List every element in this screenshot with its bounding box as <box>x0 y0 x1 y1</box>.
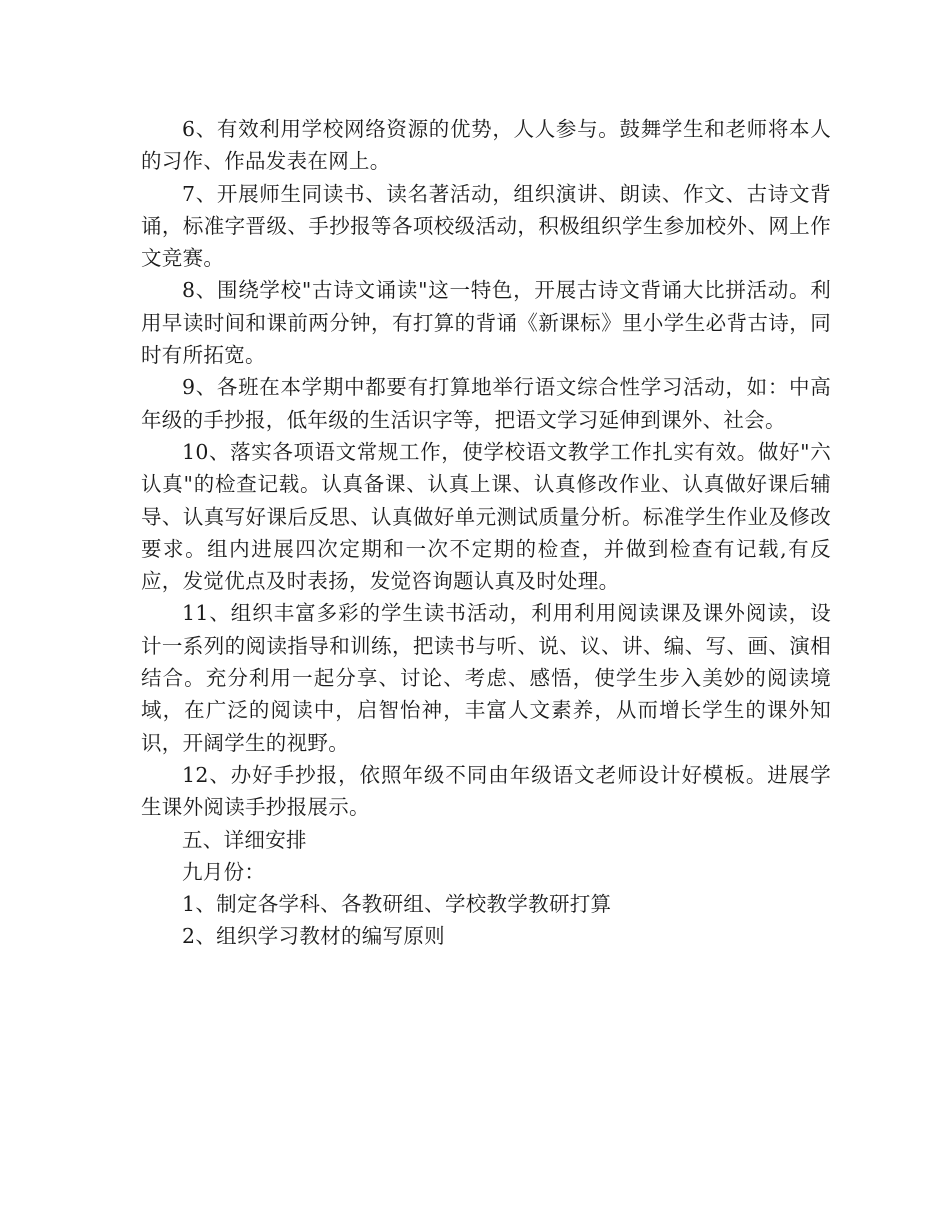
list-item: 2、组织学习教材的编写原则 <box>182 924 445 949</box>
paragraph-10: 10、落实各项语文常规工作，使学校语文教学工作扎实有效。做好"六认真"的检查记载。认真备课、认真上课、认真修改作业、认真做好课后辅导、认真写好课后反思、认真做好单元测试质量分析。标准学生作业及修改要求。组内进展四次定期和一次不定期的检查，并做到检查有记载,有反应，发觉优点及时表扬，发觉咨询题认真及时处理。 <box>141 439 831 594</box>
paragraph-11: 11、组织丰富多彩的学生读书活动，利用利用阅读课及课外阅读，设计一系列的阅读指导和训练，把读书与听、说、议、讲、编、写、画、演相结合。充分利用一起分享、讨论、考虑、感悟，使学生步入美妙的阅读境域，在广泛的阅读中，启智怡神，丰富人文素养，从而增长学生的课外知识，开阔学生的视野。 <box>141 601 831 755</box>
paragraph-12: 12、办好手抄报，依照年级不同由年级语文老师设计好模板。进展学生课外阅读手抄报展示。 <box>141 762 831 820</box>
document-body <box>141 113 831 953</box>
paragraph-6: 6、有效利用学校网络资源的优势，人人参与。鼓舞学生和老师将本人的习作、作品发表在网上。 <box>141 117 831 174</box>
month-heading-september: 九月份： <box>182 859 266 884</box>
list-item: 1、制定各学科、各教研组、学校教学教研打算 <box>182 892 612 917</box>
section-heading-schedule: 五、详细安排 <box>182 827 307 852</box>
paragraph-9: 9、各班在本学期中都要有打算地举行语文综合性学习活动，如：中高年级的手抄报，低年级的生活识字等，把语文学习延伸到课外、社会。 <box>141 375 831 432</box>
paragraph-7: 7、开展师生同读书、读名著活动，组织演讲、朗读、作文、古诗文背诵，标准字晋级、手抄报等各项校级活动，积极组织学生参加校外、网上作文竞赛。 <box>141 181 831 271</box>
paragraph-8: 8、围绕学校"古诗文诵读"这一特色，开展古诗文背诵大比拼活动。利用早读时间和课前两分钟，有打算的背诵《新课标》里小学生必背古诗，同时有所拓宽。 <box>141 278 831 368</box>
